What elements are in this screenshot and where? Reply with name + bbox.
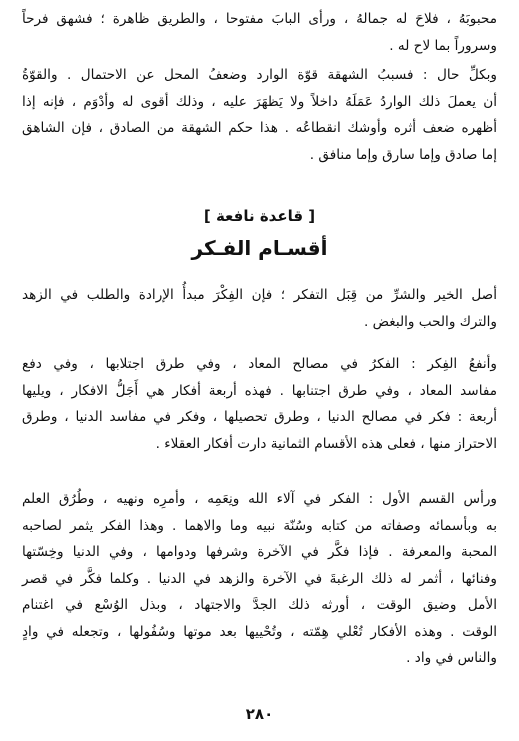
text-line: محبوبَهُ ، فلاحَ له جمالهُ ، ورأى البابَ مفتوحا ، والطريق ظاهرة ؛ فشهق فرحاً	[22, 11, 497, 27]
paragraph-4	[22, 351, 497, 457]
paragraph-2	[22, 62, 497, 168]
paragraph-1	[22, 6, 497, 59]
text-line: إما صادق وإما سارق وإما منافق .	[309, 146, 497, 163]
text-line: أظهره ضعف أثره وأوشك انقطاعُه . هذا حكم الشهقة من الصادق ، فإن الشاهق	[22, 120, 497, 136]
text-line: أربعة : فكر في مصالح الدنيا ، وطرق تحصيلها ، وفكر في مفاسد الدنيا ، وطرق	[22, 409, 497, 425]
text-line: الاحتراز منها ، فعلى هذه الأقسام الثمانية دارت أفكار العقلاء .	[155, 435, 497, 452]
text-line: الوقت . وهذه الأفكار تُعْلي هِمّته ، وتُحْييها بعد موتها وسُفُولها ، وتجعله في وادٍ	[22, 623, 497, 640]
section-label: [ قاعدة نافعة ]	[203, 207, 316, 225]
paragraph-5	[22, 486, 497, 672]
text-line: أن يعملَ ذلك الواردُ عَمَلَهُ داخلاً ولا يَظهَرَ عليه ، وذلك أقوى له وأدْوَم ، فإنه إذا	[22, 93, 497, 110]
text-line: وسروراً بما لاح له .	[389, 37, 497, 54]
text-line: ورأس القسم الأول : الفكر في آلاء الله ونِعَمِه ، وأمرِه ونهيه ، وطُرُق العلم	[22, 491, 497, 507]
section-title: أقسـام الفـكر	[191, 236, 328, 260]
text-line: الأمل وضيق الوقت ، أورثه ذلك الجدَّ والاجتهاد ، وبذل الوُسْع في اغتنام	[22, 597, 497, 613]
text-line: مفاسد المعاد ، وفي طرق اجتنابها . فهذه أربعة أفكار هي أَجَلُّ الافكار ، ويليها	[22, 382, 497, 399]
text-line: به وبأسمائه وصفاته من كتابه وسُنّة نبيه وما والاهما . وهذا الفكر يثمر لصاحبه	[22, 517, 497, 534]
text-line: والناس في واد .	[406, 650, 497, 666]
text-line: والترك والحب والبغض .	[364, 313, 497, 330]
page-number: ٢٨٠	[245, 705, 274, 723]
paragraph-3	[22, 282, 497, 335]
text-line: وفنائها ، أثمر له ذلك الرغبةَ في الآخرة والزهد في الدنيا . وكلما فكَّر في قصر	[22, 570, 497, 587]
text-line: وبكلِّ حال : فسببُ الشهقة قوّة الوارد وضعفُ المحل عن الاحتمال . والقوّةُ	[22, 67, 497, 83]
text-line: المحبة والمعرفة . فإذا فكَّر في الآخرة وشرفها ودوامها ، وفي الدنيا وخِسّتها	[22, 544, 497, 560]
text-line: أصل الخير والشرِّ من قِبَل التفكر ؛ فإن الفِكْرَ مبدأُ الإرادة والطلب في الزهد	[22, 287, 497, 303]
text-line: وأنفعُ الفِكر : الفكرُ في مصالح المعاد ، وفي طرق اجتلابها ، وفي دفع	[22, 356, 497, 372]
